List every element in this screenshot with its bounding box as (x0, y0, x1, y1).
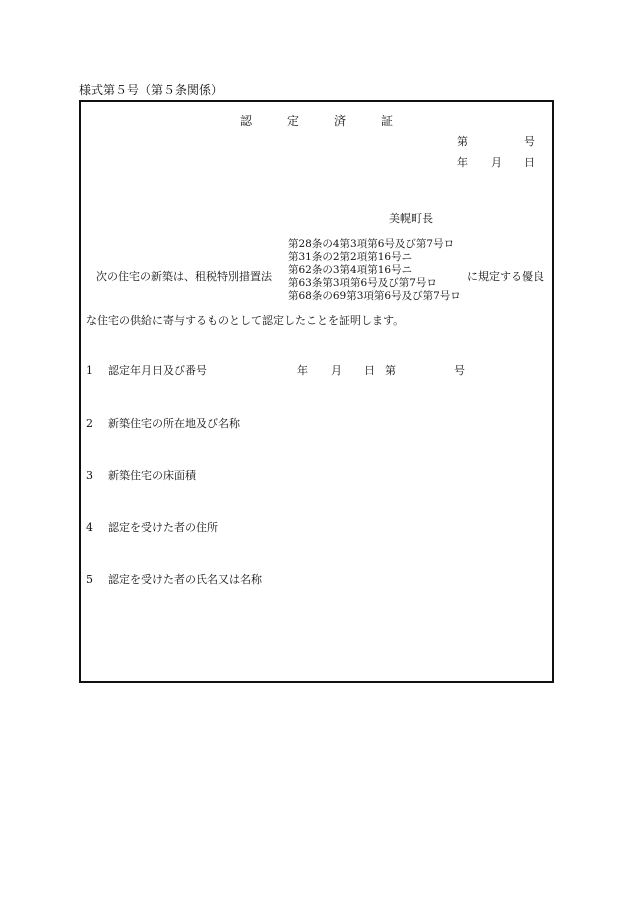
issuer-name: 美幌町長 (389, 212, 433, 225)
item-row (86, 362, 207, 378)
item-row (86, 571, 262, 587)
item-label: 新築住宅の床面積 (108, 469, 196, 482)
title-char: 認 (240, 114, 253, 128)
title-char: 済 (334, 114, 347, 128)
number-dai: 第 (457, 135, 468, 148)
item1-dai: 第 (385, 364, 396, 377)
date-day: 日 (524, 156, 535, 169)
item-row (86, 519, 218, 535)
certificate-frame (79, 100, 554, 683)
title-char: 定 (287, 114, 300, 128)
date-month: 月 (491, 156, 502, 169)
item1-day: 日 (364, 364, 375, 377)
item-number: 3 (86, 469, 93, 482)
item-number: 1 (86, 364, 93, 377)
item-label: 認定を受けた者の氏名又は名称 (108, 573, 262, 586)
intro-prefix: 次の住宅の新築は、租税特別措置法 (96, 270, 272, 283)
law-reference: 第28条の4第3項第6号及び第7号ロ (288, 238, 455, 250)
item-row (86, 467, 196, 483)
item1-month: 月 (331, 364, 342, 377)
item-label: 新築住宅の所在地及び名称 (108, 417, 240, 430)
item1-go: 号 (454, 364, 465, 377)
item-row (86, 415, 240, 431)
intro-continuation: な住宅の供給に寄与するものとして認定したことを証明します。 (86, 314, 405, 327)
law-reference: 第31条の2第2項第16号ニ (288, 251, 413, 263)
item-number: 4 (86, 521, 93, 534)
item-number: 2 (86, 417, 93, 430)
date-year: 年 (457, 156, 468, 169)
item-number: 5 (86, 573, 93, 586)
item1-year: 年 (297, 364, 308, 377)
law-reference: 第62条の3第4項第16号ニ (288, 264, 413, 276)
law-reference: 第68条の69第3項第6号及び第7号ロ (288, 290, 461, 302)
intro-suffix: に規定する優良 (467, 270, 544, 283)
title-char: 証 (381, 114, 394, 128)
item-label: 認定年月日及び番号 (108, 364, 207, 377)
number-go: 号 (524, 135, 535, 148)
law-reference: 第63条第3項第6号及び第7号ロ (288, 277, 437, 289)
item-label: 認定を受けた者の住所 (108, 521, 218, 534)
form-number-label: 様式第５号（第５条関係） (79, 83, 224, 97)
